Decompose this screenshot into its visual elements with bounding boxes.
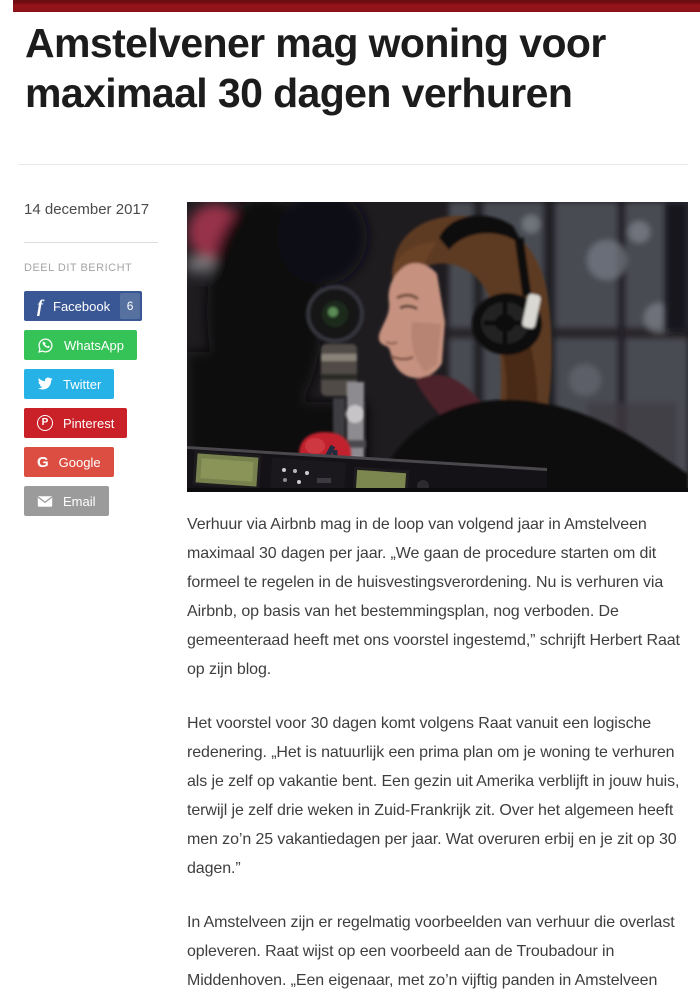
- facebook-icon: f: [37, 295, 43, 316]
- article-paragraph: Verhuur via Airbnb mag in de loop van volgend jaar in Amstelveen maximaal 30 dagen per jaar. „We gaan de procedure starten om dit formeel te regelen in de huisvestingsverordening. Nu is verhuren via Airbnb, op basis van het bestemmingsplan, nog verboden. De gemeenteraad heeft met ons voorstel ingestemd,” schrijft Herbert Raat op zijn blog.: [187, 516, 680, 678]
- headline-divider: [18, 164, 688, 165]
- share-twitter-button[interactable]: [24, 369, 114, 399]
- share-label: Twitter: [63, 376, 102, 392]
- site-top-bar: [13, 0, 700, 12]
- article-paragraph: In Amstelveen zijn er regelmatig voorbeelden van verhuur die overlast opleveren. Raat wijst op een voorbeeld aan de Troubadour in Middenhoven. „Een eigenaar, met zo’n vijftig panden in Amstelveen: [187, 914, 675, 989]
- share-facebook-button[interactable]: [24, 291, 142, 321]
- share-email-button[interactable]: [24, 486, 109, 516]
- share-whatsapp-button[interactable]: [24, 330, 137, 360]
- email-icon: [37, 495, 53, 508]
- share-heading: DEEL DIT BERICHT: [24, 262, 133, 274]
- share-label: Email: [63, 493, 96, 509]
- share-count-badge: 6: [120, 293, 140, 319]
- share-label: Pinterest: [63, 415, 115, 431]
- whatsapp-icon: [37, 337, 54, 354]
- share-button-list: [24, 291, 158, 516]
- page-title: Amstelvener mag woning voor maximaal 30 dagen verhuren: [25, 20, 606, 116]
- article-paragraph: Het voorstel voor 30 dagen komt volgens Raat vanuit een logische redenering. „Het is natuurlijk een prima plan om je woning te verhuren als je zelf op vakantie bent. Een gezin uit Amerika verblijft in jouw huis, terwijl je zelf drie weken in Zuid-Frankrijk zit. Over het algemeen heeft men zo’n 25 vakantiedagen per jaar. Wat overuren erbij en je zit op 30 dagen.”: [187, 715, 680, 877]
- share-google-button[interactable]: [24, 447, 114, 477]
- article-sidebar: [24, 197, 158, 516]
- share-label: WhatsApp: [64, 337, 124, 353]
- sidebar-divider: [24, 242, 158, 243]
- share-pinterest-button[interactable]: [24, 408, 127, 438]
- share-label: Facebook: [53, 298, 111, 314]
- google-icon: G: [37, 453, 49, 471]
- pinterest-icon: P: [37, 415, 53, 431]
- article-main: [187, 202, 688, 1000]
- publish-date: 14 december 2017: [24, 201, 150, 218]
- article-photo: [187, 202, 688, 492]
- article-body: [187, 510, 687, 995]
- twitter-icon: [37, 377, 53, 391]
- share-label: Google: [58, 454, 101, 470]
